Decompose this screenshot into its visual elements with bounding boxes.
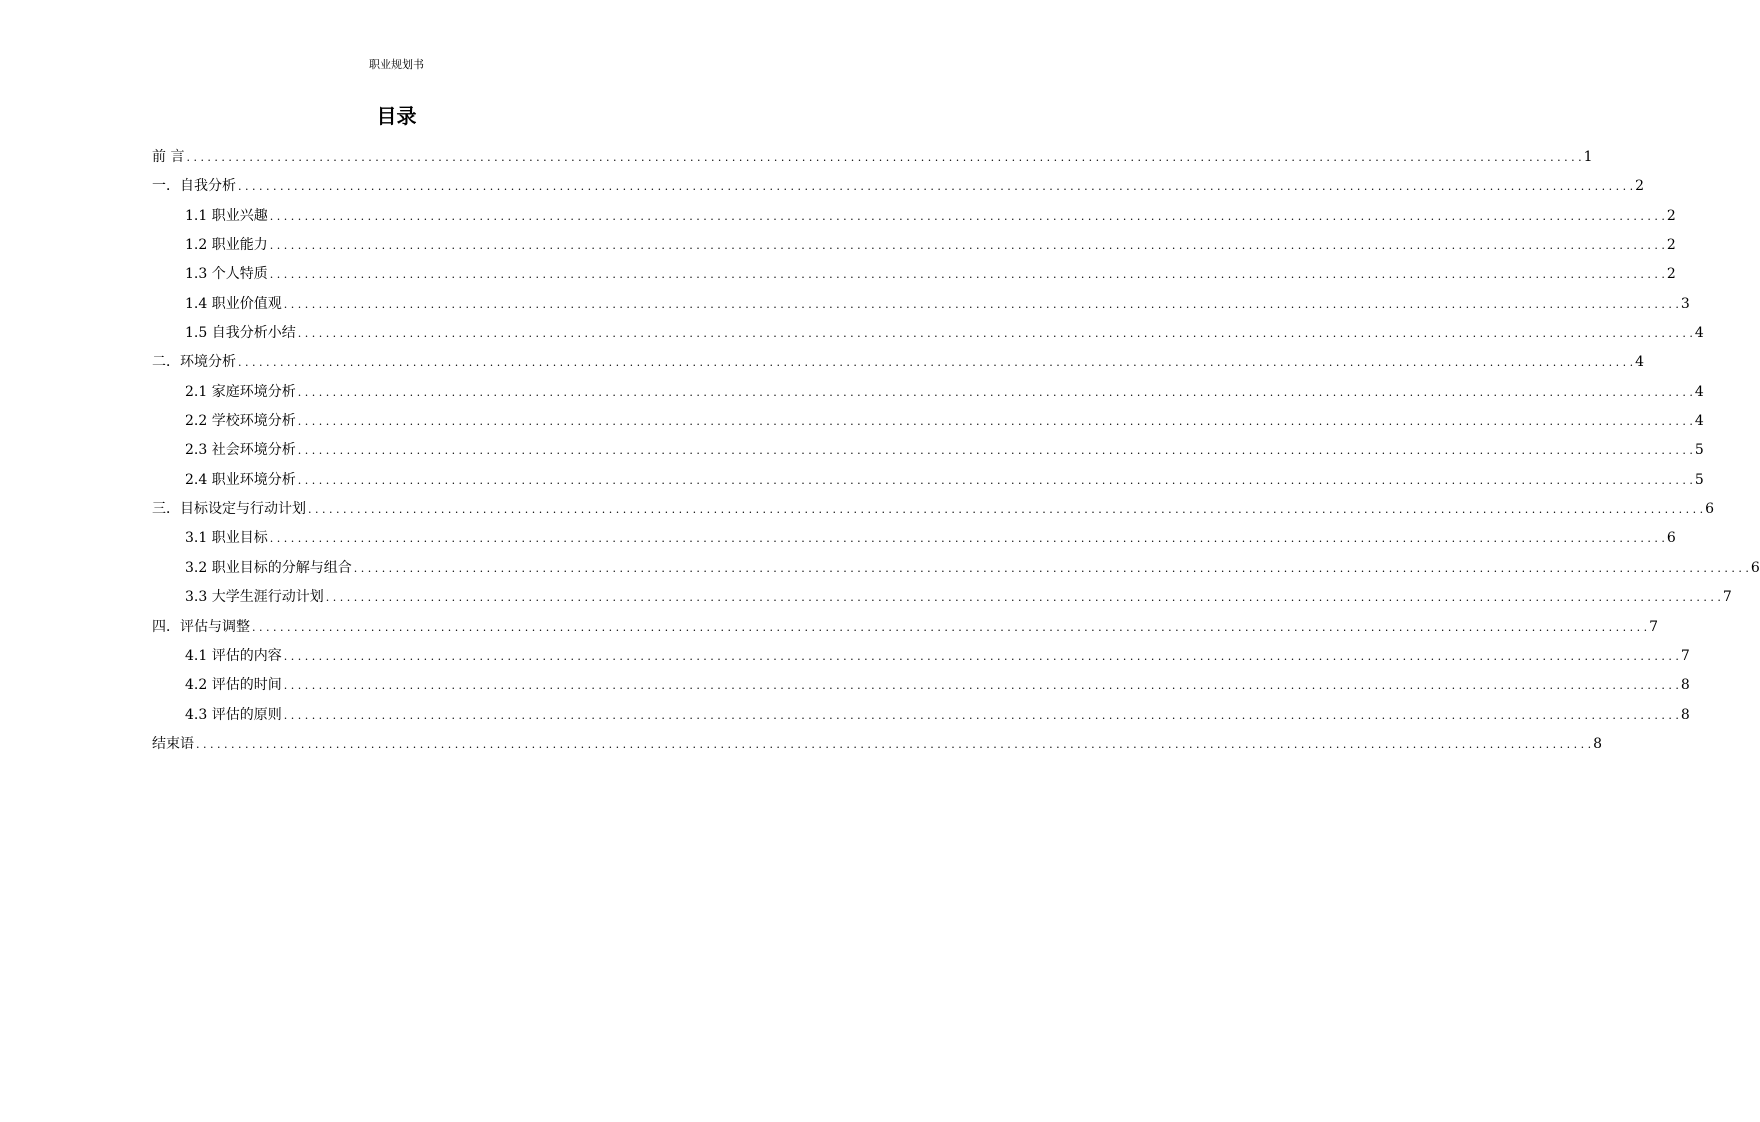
- dot-leader: . . . . . . . . . . . . . . . . . . . . . . . . . . . . . . . . . . . . . . . . . . . . . . . . . . . . . . . . . . . . . . . . . . . . . . . . . . . . . . . . . . . . . . . . . . . . . . . . . . . . . . . . . . . . . . . . . . . . . . . . . . . . . . . . . . . . . . . . . . . . . . . . . . . . . . . . . . . . . . . . . . . . . . . . . . . . . . . . . . . . . . . . . . . . . . . . . . . . . . . .: [238, 180, 1634, 194]
- toc-entry-label: 3.3 大学生涯行动计划: [185, 589, 324, 606]
- toc-entry-label: 4.3 评估的原则: [185, 706, 282, 723]
- dot-leader: . . . . . . . . . . . . . . . . . . . . . . . . . . . . . . . . . . . . . . . . . . . . . . . . . . . . . . . . . . . . . . . . . . . . . . . . . . . . . . . . . . . . . . . . . . . . . . . . . . . . . . . . . . . . . . . . . . . . . . . . . . . . . . . . . . . . . . . . . . . . . . . . . . . . . . . . . . . . . . . . . . . . . . . . . . . . . . . . . . . . . . . . . . . . . . . . . . . . . . . .: [252, 620, 1648, 634]
- toc-entry-label: 2.3 社会环境分析: [185, 442, 296, 459]
- dot-leader: . . . . . . . . . . . . . . . . . . . . . . . . . . . . . . . . . . . . . . . . . . . . . . . . . . . . . . . . . . . . . . . . . . . . . . . . . . . . . . . . . . . . . . . . . . . . . . . . . . . . . . . . . . . . . . . . . . . . . . . . . . . . . . . . . . . . . . . . . . . . . . . . . . . . . . . . . . . . . . . . . . . . . . . . . . . . . . . . . . . . . . . . . . . . . . . . . . . . . . . .: [283, 649, 1679, 663]
- toc-entry[interactable]: [152, 554, 1760, 583]
- dot-leader: . . . . . . . . . . . . . . . . . . . . . . . . . . . . . . . . . . . . . . . . . . . . . . . . . . . . . . . . . . . . . . . . . . . . . . . . . . . . . . . . . . . . . . . . . . . . . . . . . . . . . . . . . . . . . . . . . . . . . . . . . . . . . . . . . . . . . . . . . . . . . . . . . . . . . . . . . . . . . . . . . . . . . . . . . . . . . . . . . . . . . . . . . . . . . . . . . . . . . . . .: [297, 415, 1693, 429]
- toc-entry-label: 前 言: [152, 149, 185, 165]
- toc-entry-label: 四．评估与调整: [152, 618, 250, 635]
- toc-entry[interactable]: [152, 671, 1690, 700]
- toc-entry-page-number: 8: [1593, 735, 1603, 752]
- toc-entry-label: 4.2 评估的时间: [185, 677, 282, 694]
- toc-entry[interactable]: [152, 701, 1690, 730]
- toc-entry[interactable]: [152, 730, 1603, 759]
- dot-leader: . . . . . . . . . . . . . . . . . . . . . . . . . . . . . . . . . . . . . . . . . . . . . . . . . . . . . . . . . . . . . . . . . . . . . . . . . . . . . . . . . . . . . . . . . . . . . . . . . . . . . . . . . . . . . . . . . . . . . . . . . . . . . . . . . . . . . . . . . . . . . . . . . . . . . . . . . . . . . . . . . . . . . . . . . . . . . . . . . . . . . . . . . . . . . . . . . . . . . . . .: [283, 297, 1679, 311]
- toc-entry-page-number: 4: [1635, 354, 1645, 371]
- toc-entry[interactable]: [152, 231, 1676, 260]
- toc-entry-label: 2.1 家庭环境分析: [185, 383, 296, 400]
- toc-entry[interactable]: [152, 583, 1732, 612]
- toc-entry[interactable]: [152, 407, 1704, 436]
- dot-leader: . . . . . . . . . . . . . . . . . . . . . . . . . . . . . . . . . . . . . . . . . . . . . . . . . . . . . . . . . . . . . . . . . . . . . . . . . . . . . . . . . . . . . . . . . . . . . . . . . . . . . . . . . . . . . . . . . . . . . . . . . . . . . . . . . . . . . . . . . . . . . . . . . . . . . . . . . . . . . . . . . . . . . . . . . . . . . . . . . . . . . . . . . . . . . . . . . . . . . . . .: [297, 327, 1693, 341]
- toc-entry-label: 结束语: [152, 735, 194, 752]
- toc-entry-label: 3.2 职业目标的分解与组合: [185, 559, 352, 576]
- toc-entry-label: 1.5 自我分析小结: [185, 325, 296, 342]
- dot-leader: . . . . . . . . . . . . . . . . . . . . . . . . . . . . . . . . . . . . . . . . . . . . . . . . . . . . . . . . . . . . . . . . . . . . . . . . . . . . . . . . . . . . . . . . . . . . . . . . . . . . . . . . . . . . . . . . . . . . . . . . . . . . . . . . . . . . . . . . . . . . . . . . . . . . . . . . . . . . . . . . . . . . . . . . . . . . . . . . . . . . . . . . . . . . . . . . . . . . . . . .: [297, 385, 1693, 399]
- toc-entry[interactable]: [152, 202, 1676, 231]
- toc-entry-page-number: 1: [1583, 149, 1593, 165]
- dot-leader: . . . . . . . . . . . . . . . . . . . . . . . . . . . . . . . . . . . . . . . . . . . . . . . . . . . . . . . . . . . . . . . . . . . . . . . . . . . . . . . . . . . . . . . . . . . . . . . . . . . . . . . . . . . . . . . . . . . . . . . . . . . . . . . . . . . . . . . . . . . . . . . . . . . . . . . . . . . . . . . . . . . . . . . . . . . . . . . . . . . . . . . . . . . . . . . . . . . . . . . .: [353, 561, 1749, 575]
- toc-entry-page-number: 8: [1680, 677, 1690, 694]
- toc-entry-page-number: 7: [1680, 647, 1690, 664]
- toc-entry[interactable]: [152, 319, 1704, 348]
- toc-entry[interactable]: [152, 143, 1593, 172]
- dot-leader: . . . . . . . . . . . . . . . . . . . . . . . . . . . . . . . . . . . . . . . . . . . . . . . . . . . . . . . . . . . . . . . . . . . . . . . . . . . . . . . . . . . . . . . . . . . . . . . . . . . . . . . . . . . . . . . . . . . . . . . . . . . . . . . . . . . . . . . . . . . . . . . . . . . . . . . . . . . . . . . . . . . . . . . . . . . . . . . . . . . . . . . . . . . . . . . . . . . . . . . .: [269, 209, 1665, 223]
- dot-leader: . . . . . . . . . . . . . . . . . . . . . . . . . . . . . . . . . . . . . . . . . . . . . . . . . . . . . . . . . . . . . . . . . . . . . . . . . . . . . . . . . . . . . . . . . . . . . . . . . . . . . . . . . . . . . . . . . . . . . . . . . . . . . . . . . . . . . . . . . . . . . . . . . . . . . . . . . . . . . . . . . . . . . . . . . . . . . . . . . . . . . . . . . . . . . . . . . . . . . . . .: [238, 356, 1634, 370]
- toc-entry-label: 2.2 学校环境分析: [185, 413, 296, 430]
- toc-entry-page-number: 2: [1635, 178, 1645, 195]
- toc-entry[interactable]: [152, 495, 1715, 524]
- toc-entry[interactable]: [152, 290, 1690, 319]
- table-of-contents: [152, 143, 1760, 759]
- toc-entry-page-number: 6: [1750, 559, 1760, 576]
- toc-entry-page-number: 8: [1680, 706, 1690, 723]
- toc-entry-page-number: 4: [1694, 413, 1704, 430]
- toc-entry-page-number: 2: [1666, 207, 1676, 224]
- toc-entry-label: 一．自我分析: [152, 178, 236, 195]
- toc-entry-page-number: 2: [1666, 266, 1676, 283]
- toc-entry-page-number: 2: [1666, 237, 1676, 254]
- toc-entry-page-number: 6: [1666, 530, 1676, 547]
- toc-entry[interactable]: [152, 524, 1676, 553]
- toc-entry[interactable]: [152, 642, 1690, 671]
- toc-entry[interactable]: [152, 436, 1704, 465]
- dot-leader: . . . . . . . . . . . . . . . . . . . . . . . . . . . . . . . . . . . . . . . . . . . . . . . . . . . . . . . . . . . . . . . . . . . . . . . . . . . . . . . . . . . . . . . . . . . . . . . . . . . . . . . . . . . . . . . . . . . . . . . . . . . . . . . . . . . . . . . . . . . . . . . . . . . . . . . . . . . . . . . . . . . . . . . . . . . . . . . . . . . . . . . . . . . . . . . . . . . . . . . .: [269, 532, 1665, 546]
- toc-entry-page-number: 5: [1694, 442, 1704, 459]
- toc-title: 目录: [376, 104, 417, 128]
- dot-leader: . . . . . . . . . . . . . . . . . . . . . . . . . . . . . . . . . . . . . . . . . . . . . . . . . . . . . . . . . . . . . . . . . . . . . . . . . . . . . . . . . . . . . . . . . . . . . . . . . . . . . . . . . . . . . . . . . . . . . . . . . . . . . . . . . . . . . . . . . . . . . . . . . . . . . . . . . . . . . . . . . . . . . . . . . . . . . . . . . . . . . . . . . . . . . . . . . . . . . . . .: [308, 503, 1704, 517]
- dot-leader: . . . . . . . . . . . . . . . . . . . . . . . . . . . . . . . . . . . . . . . . . . . . . . . . . . . . . . . . . . . . . . . . . . . . . . . . . . . . . . . . . . . . . . . . . . . . . . . . . . . . . . . . . . . . . . . . . . . . . . . . . . . . . . . . . . . . . . . . . . . . . . . . . . . . . . . . . . . . . . . . . . . . . . . . . . . . . . . . . . . . . . . . . . . . . . . . . . . . . . . .: [283, 679, 1679, 693]
- toc-entry[interactable]: [152, 613, 1659, 642]
- dot-leader: . . . . . . . . . . . . . . . . . . . . . . . . . . . . . . . . . . . . . . . . . . . . . . . . . . . . . . . . . . . . . . . . . . . . . . . . . . . . . . . . . . . . . . . . . . . . . . . . . . . . . . . . . . . . . . . . . . . . . . . . . . . . . . . . . . . . . . . . . . . . . . . . . . . . . . . . . . . . . . . . . . . . . . . . . . . . . . . . . . . . . . . . . . . . . . . . . . . . . . . .: [269, 268, 1665, 282]
- toc-entry[interactable]: [152, 466, 1704, 495]
- toc-entry[interactable]: [152, 260, 1676, 289]
- toc-entry-label: 1.3 个人特质: [185, 266, 268, 283]
- toc-entry-label: 2.4 职业环境分析: [185, 471, 296, 488]
- dot-leader: . . . . . . . . . . . . . . . . . . . . . . . . . . . . . . . . . . . . . . . . . . . . . . . . . . . . . . . . . . . . . . . . . . . . . . . . . . . . . . . . . . . . . . . . . . . . . . . . . . . . . . . . . . . . . . . . . . . . . . . . . . . . . . . . . . . . . . . . . . . . . . . . . . . . . . . . . . . . . . . . . . . . . . . . . . . . . . . . . . . . . . . . . . . . . . . . . . . . . . . .: [196, 737, 1592, 751]
- toc-entry-page-number: 7: [1722, 589, 1732, 606]
- toc-entry[interactable]: [152, 378, 1704, 407]
- toc-entry-label: 二．环境分析: [152, 354, 236, 371]
- toc-entry-label: 4.1 评估的内容: [185, 647, 282, 664]
- toc-entry-page-number: 5: [1694, 471, 1704, 488]
- toc-entry-page-number: 3: [1680, 295, 1690, 312]
- toc-entry-label: 1.4 职业价值观: [185, 295, 282, 312]
- toc-entry-page-number: 7: [1649, 618, 1659, 635]
- toc-entry-page-number: 4: [1694, 325, 1704, 342]
- toc-entry[interactable]: [152, 172, 1645, 201]
- toc-entry-label: 1.2 职业能力: [185, 237, 268, 254]
- toc-entry-label: 3.1 职业目标: [185, 530, 268, 547]
- dot-leader: . . . . . . . . . . . . . . . . . . . . . . . . . . . . . . . . . . . . . . . . . . . . . . . . . . . . . . . . . . . . . . . . . . . . . . . . . . . . . . . . . . . . . . . . . . . . . . . . . . . . . . . . . . . . . . . . . . . . . . . . . . . . . . . . . . . . . . . . . . . . . . . . . . . . . . . . . . . . . . . . . . . . . . . . . . . . . . . . . . . . . . . . . . . . . . . . . . . . . . . .: [186, 151, 1582, 164]
- toc-entry-page-number: 6: [1705, 501, 1715, 518]
- toc-entry-label: 1.1 职业兴趣: [185, 207, 268, 224]
- dot-leader: . . . . . . . . . . . . . . . . . . . . . . . . . . . . . . . . . . . . . . . . . . . . . . . . . . . . . . . . . . . . . . . . . . . . . . . . . . . . . . . . . . . . . . . . . . . . . . . . . . . . . . . . . . . . . . . . . . . . . . . . . . . . . . . . . . . . . . . . . . . . . . . . . . . . . . . . . . . . . . . . . . . . . . . . . . . . . . . . . . . . . . . . . . . . . . . . . . . . . . . .: [283, 708, 1679, 722]
- dot-leader: . . . . . . . . . . . . . . . . . . . . . . . . . . . . . . . . . . . . . . . . . . . . . . . . . . . . . . . . . . . . . . . . . . . . . . . . . . . . . . . . . . . . . . . . . . . . . . . . . . . . . . . . . . . . . . . . . . . . . . . . . . . . . . . . . . . . . . . . . . . . . . . . . . . . . . . . . . . . . . . . . . . . . . . . . . . . . . . . . . . . . . . . . . . . . . . . . . . . . . . .: [269, 239, 1665, 253]
- toc-entry[interactable]: [152, 348, 1645, 377]
- dot-leader: . . . . . . . . . . . . . . . . . . . . . . . . . . . . . . . . . . . . . . . . . . . . . . . . . . . . . . . . . . . . . . . . . . . . . . . . . . . . . . . . . . . . . . . . . . . . . . . . . . . . . . . . . . . . . . . . . . . . . . . . . . . . . . . . . . . . . . . . . . . . . . . . . . . . . . . . . . . . . . . . . . . . . . . . . . . . . . . . . . . . . . . . . . . . . . . . . . . . . . . .: [297, 473, 1693, 487]
- dot-leader: . . . . . . . . . . . . . . . . . . . . . . . . . . . . . . . . . . . . . . . . . . . . . . . . . . . . . . . . . . . . . . . . . . . . . . . . . . . . . . . . . . . . . . . . . . . . . . . . . . . . . . . . . . . . . . . . . . . . . . . . . . . . . . . . . . . . . . . . . . . . . . . . . . . . . . . . . . . . . . . . . . . . . . . . . . . . . . . . . . . . . . . . . . . . . . . . . . . . . . . .: [325, 591, 1721, 605]
- toc-entry-label: 三．目标设定与行动计划: [152, 501, 306, 518]
- toc-entry-page-number: 4: [1694, 383, 1704, 400]
- dot-leader: . . . . . . . . . . . . . . . . . . . . . . . . . . . . . . . . . . . . . . . . . . . . . . . . . . . . . . . . . . . . . . . . . . . . . . . . . . . . . . . . . . . . . . . . . . . . . . . . . . . . . . . . . . . . . . . . . . . . . . . . . . . . . . . . . . . . . . . . . . . . . . . . . . . . . . . . . . . . . . . . . . . . . . . . . . . . . . . . . . . . . . . . . . . . . . . . . . . . . . . .: [297, 444, 1693, 458]
- running-header: 职业规划书: [369, 58, 424, 71]
